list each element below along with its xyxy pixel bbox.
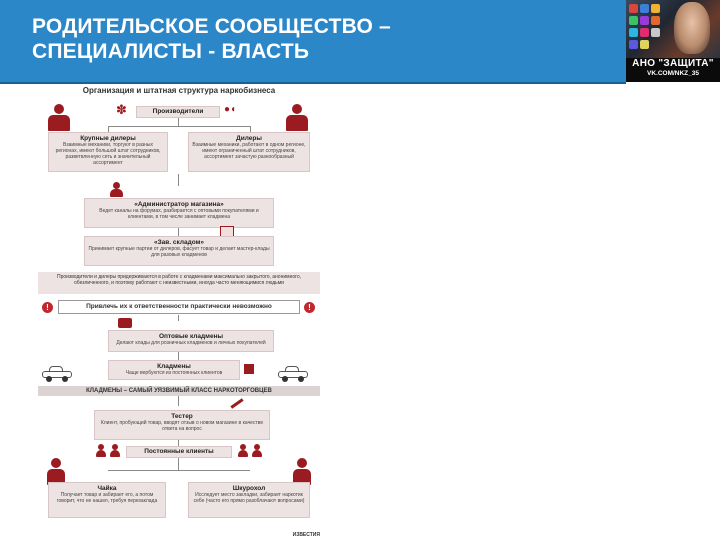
producers-box: Производители <box>136 106 220 118</box>
logo-organization-name: АНО "ЗАЩИТА" <box>632 58 714 69</box>
car-icon-left <box>42 366 72 380</box>
pills-icon: ●◖ <box>224 104 237 115</box>
organization-logo <box>626 0 720 82</box>
admin-person-icon <box>110 182 124 198</box>
shop-administrator-box: «Администратор магазина» Ведет каналы на форумах, разбирается с оптовыми покупателями и клиентами, в том числе занимает кладмена <box>84 198 274 228</box>
slide-title-line-1: РОДИТЕЛЬСКОЕ СООБЩЕСТВО – <box>32 15 391 38</box>
warning-icon-left: ! <box>42 302 53 313</box>
chaika-box: Чайка Получает товар и забирает его, а потом говорит, что не нашел, требуя перезаклада <box>48 482 166 518</box>
tester-box: Тестер Клиент, пробующий товар, вводят отзыв о новом магазине в качестве ответа на вопрос <box>94 410 270 440</box>
slide-title-line-2: СПЕЦИАЛИСТЫ - ВЛАСТЬ <box>32 40 310 63</box>
warehouse-manager-box: «Зав. складом» Принимает крупные партии от дилеров, фасует товар и делает мастер-клады для разовых кладменов <box>84 236 274 266</box>
package-icon <box>244 364 254 374</box>
anonymity-info-band: Производители и дилеры придерживаются в работе с кладменами максимально закрытого, анонимного, обезличенного, и поэтому работают с неизвестными, иногда часто меняющимися людьми <box>38 272 320 294</box>
drug-business-structure-infographic <box>38 86 320 538</box>
wholesale-dealers-box: Крупные дилеры Взаимные механики, торгуют в разных регионах, имеют большой штат сотрудников, разветвленную сеть и значительный ассортимент <box>48 132 168 172</box>
couriers-box: Кладмены Чаще вербуются из постоянных клиентов <box>108 360 240 380</box>
slide-title <box>32 14 612 64</box>
logo-face-image <box>674 2 710 54</box>
cannabis-leaf-icon: ✽ <box>116 102 127 117</box>
logo-collage-image <box>626 0 720 58</box>
syringe-icon <box>230 398 243 408</box>
title-banner <box>0 0 626 84</box>
logo-url: VK.COM/NKZ_35 <box>646 70 699 77</box>
vulnerable-class-band: КЛАДМЕНЫ – САМЫЙ УЯЗВИМЫЙ КЛАСС НАРКОТОРГОВЦЕВ <box>38 386 320 396</box>
regular-client-icon-1 <box>96 444 106 458</box>
cart-icon <box>118 318 132 328</box>
bulk-couriers-box: Оптовые кладмены Делают клады для розничных кладменов и личных покупателей <box>108 330 274 352</box>
shurokhod-box: Шкурохол Исследует место закладки, забирает наркотик себе (часто его прямо разоблачают вопросами) <box>188 482 310 518</box>
prosecution-impossible-band: Привлечь их к ответственности практически невозможно <box>58 300 300 314</box>
dealers-box: Дилеры Взаимные механики, работают в одном регионе, имеют ограниченный штат сотрудников, ассортимент зачастую разнообразный <box>188 132 310 172</box>
regular-clients-box: Постоянные клиенты <box>126 446 232 458</box>
regular-client-icon-2 <box>110 444 120 458</box>
regular-client-icon-3 <box>238 444 248 458</box>
regular-client-icon-4 <box>252 444 262 458</box>
car-icon-right <box>278 366 308 380</box>
infographic-title: Организация и штатная структура наркобизнеса <box>82 86 276 95</box>
warning-icon-right: ! <box>304 302 315 313</box>
infographic-source-label: ИЗВЕСТИЯ <box>292 532 320 538</box>
